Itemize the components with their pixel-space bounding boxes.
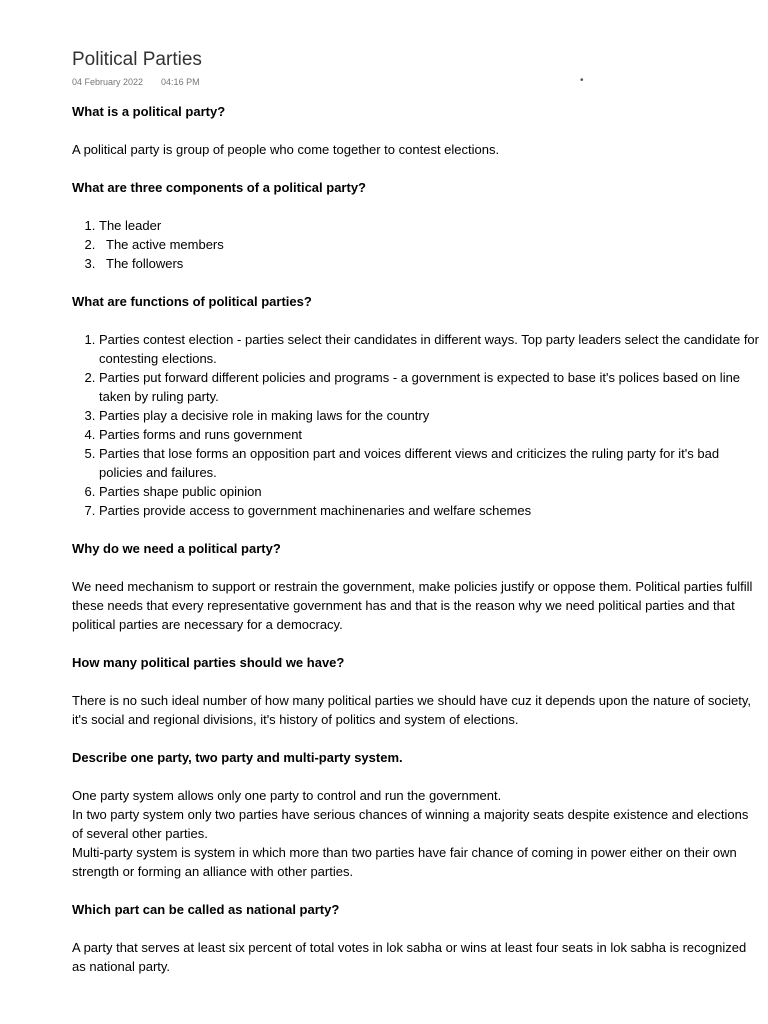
question-heading: Describe one party, two party and multi-party system. — [72, 750, 403, 765]
note-body — [72, 102, 762, 976]
list-item: 5. Parties that lose forms an opposition part and voices different views and criticizes the ruling party for it's bad policies and failures. — [99, 444, 762, 482]
answer-line: Multi-party system is system in which more than two parties have fair chance of coming in power either on their own strength or forming an alliance with other parties. — [72, 845, 737, 879]
spacer — [72, 634, 762, 653]
question-heading: What is a political party? — [72, 104, 226, 119]
spacer — [72, 881, 762, 900]
bullet-dot: • — [580, 75, 584, 86]
list-item: 2. Parties put forward different policies and programs - a government is expected to base it's polices based on line taken by ruling party. — [99, 368, 762, 406]
answer-line: In two party system only two parties have serious chances of winning a majority seats despite existence and elections of several other parties. — [72, 807, 749, 841]
answer-paragraph: A political party is group of people who come together to contest elections. — [72, 142, 500, 157]
list-item: 1. The leader — [99, 216, 762, 235]
spacer — [72, 121, 762, 140]
spacer — [72, 767, 762, 786]
spacer — [72, 273, 762, 292]
note-time: 04:16 PM — [161, 77, 200, 87]
page-title: Political Parties — [72, 49, 202, 70]
question-heading: What are functions of political parties? — [72, 294, 312, 309]
spacer — [72, 197, 762, 216]
spacer — [72, 729, 762, 748]
list-item: 1. Parties contest election - parties select their candidates in different ways. Top party leaders select the candidate for contesting elections. — [99, 330, 762, 368]
list-item: 2. The active members — [99, 235, 762, 254]
question-heading: Which part can be called as national party? — [72, 902, 340, 917]
note-page — [72, 48, 762, 976]
list-item: 3. Parties play a decisive role in making laws for the country — [99, 406, 762, 425]
question-heading: What are three components of a political party? — [72, 180, 366, 195]
list-item: 6. Parties shape public opinion — [99, 482, 762, 501]
note-metadata — [72, 75, 762, 89]
spacer — [72, 159, 762, 178]
note-date: 04 February 2022 — [72, 77, 144, 87]
answer-paragraph: There is no such ideal number of how many political parties we should have cuz it depends upon the nature of society, it's social and regional divisions, it's history of politics and system of elections. — [72, 693, 752, 727]
list-item: 7. Parties provide access to government machinenaries and welfare schemes — [99, 501, 762, 520]
spacer — [72, 919, 762, 938]
list-item: 3. The followers — [99, 254, 762, 273]
spacer — [72, 672, 762, 691]
components-list — [72, 216, 762, 273]
list-item: 4. Parties forms and runs government — [99, 425, 762, 444]
spacer — [72, 520, 762, 539]
spacer — [72, 311, 762, 330]
question-heading: How many political parties should we have? — [72, 655, 345, 670]
answer-paragraph: We need mechanism to support or restrain the government, make policies justify or oppose them. Political parties fulfill these needs that every representative government has and that is the reason why we need political parties and that political parties are necessary for a democracy. — [72, 579, 753, 632]
spacer — [72, 558, 762, 577]
functions-list — [72, 330, 762, 520]
answer-paragraph: A party that serves at least six percent of total votes in lok sabha or wins at least four seats in lok sabha is recognized as national party. — [72, 940, 747, 974]
question-heading: Why do we need a political party? — [72, 541, 281, 556]
answer-line: One party system allows only one party to control and run the government. — [72, 788, 502, 803]
